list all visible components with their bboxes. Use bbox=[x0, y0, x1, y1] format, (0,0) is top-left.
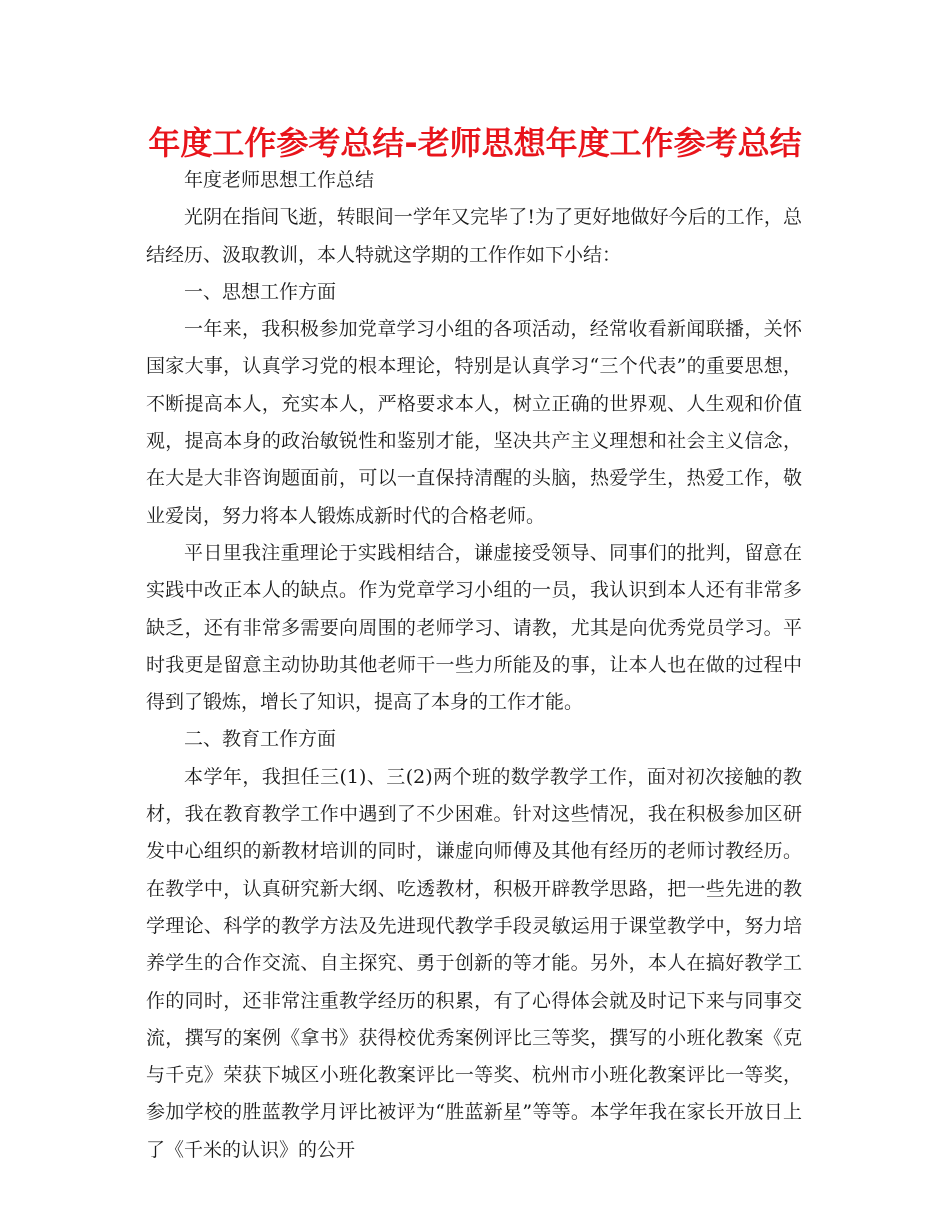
section-1-paragraph-1: 一年来，我积极参加党章学习小组的各项活动，经常收看新闻联播，关怀国家大事，认真学习党的根本理论，特别是认真学习“三个代表”的重要思想，不断提高本人，充实本人，严格要求本人，树立正确的世界观、人生观和价值观，提高本身的政治敏锐性和鉴别才能，坚决共产主义理想和社会主义信念，在大是大非咨询题面前，可以一直保持清醒的头脑，热爱学生，热爱工作，敬业爱岗，努力将本人锻炼成新时代的合格老师。 bbox=[146, 318, 802, 527]
section-1-paragraph-2: 平日里我注重理论于实践相结合，谦虚接受领导、同事们的批判，留意在实践中改正本人的缺点。作为党章学习小组的一员，我认识到本人还有非常多缺乏，还有非常多需要向周围的老师学习、请教，尤其是向优秀党员学习。平时我更是留意主动协助其他老师干一些力所能及的事，让本人也在做的过程中得到了锻炼，增长了知识，提高了本身的工作才能。 bbox=[146, 541, 802, 714]
document-subtitle: 年度老师思想工作总结 bbox=[184, 169, 375, 191]
intro-paragraph: 光阴在指间飞逝，转眼间一学年又完毕了!为了更好地做好今后的工作，总结经历、汲取教训，本人特就这学期的工作作如下小结： bbox=[146, 206, 802, 266]
section-2-paragraph-1: 本学年，我担任三(1)、三(2)两个班的数学教学工作，面对初次接触的教材，我在教育教学工作中遇到了不少困难。针对这些情况，我在积极参加区研发中心组织的新教材培训的同时，谦虚向师傅及其他有经历的老师讨教经历。在教学中，认真研究新大纲、吃透教材，积极开辟教学思路，把一些先进的教学理论、科学的教学方法及先进现代教学手段灵敏运用于课堂教学中，努力培养学生的合作交流、自主探究、勇于创新的等才能。另外，本人在搞好教学工作的同时，还非常注重教学经历的积累，有了心得体会就及时记下来与同事交流，撰写的案例《拿书》获得校优秀案例评比三等奖，撰写的小班化教案《克与千克》荣获下城区小班化教案评比一等奖、杭州市小班化教案评比一等奖，参加学校的胜蓝教学月评比被评为“胜蓝新星”等等。本学年我在家长开放日上了《千米的认识》的公开 bbox=[146, 765, 802, 1161]
section-1-heading: 一、思想工作方面 bbox=[184, 280, 337, 303]
document-body bbox=[146, 162, 802, 1169]
section-2-heading: 二、教育工作方面 bbox=[184, 728, 337, 751]
document-title: 年度工作参考总结-老师思想年度工作参考总结 bbox=[148, 124, 802, 162]
